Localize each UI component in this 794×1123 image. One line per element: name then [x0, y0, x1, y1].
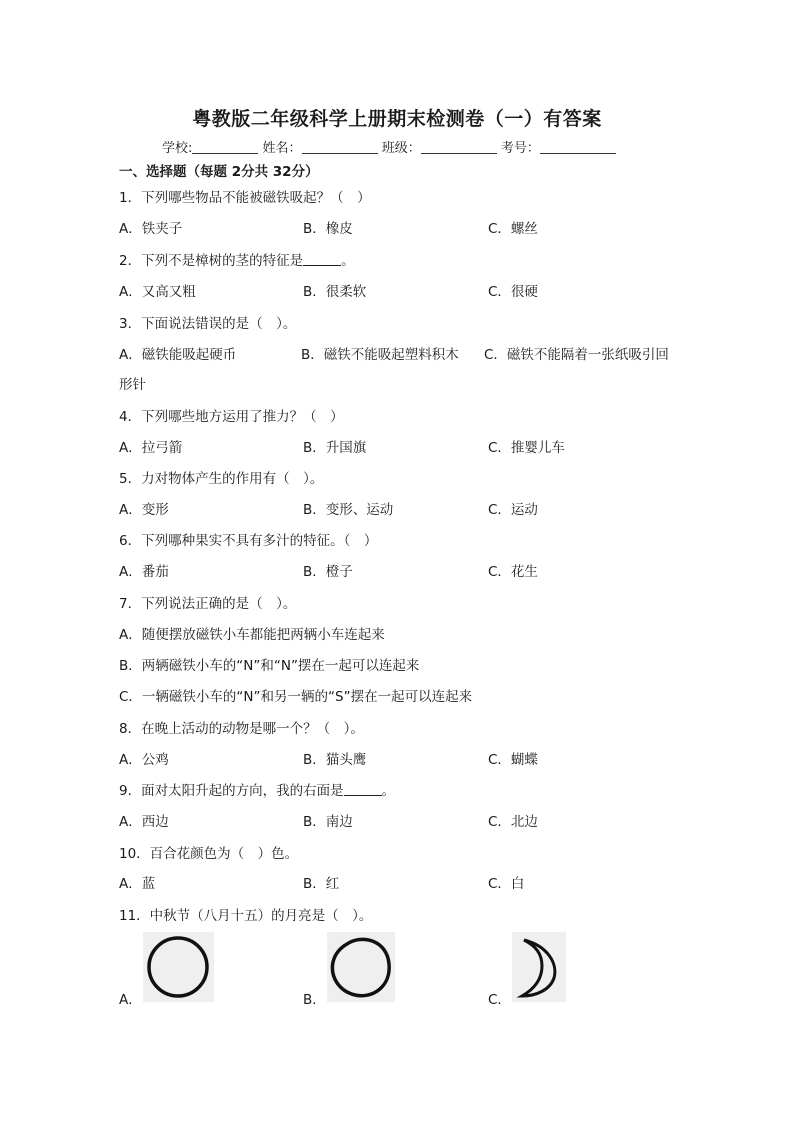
- question-2: [119, 249, 355, 269]
- q1-option-a: A．铁夹子: [119, 221, 183, 237]
- class-label: 班级：: [381, 141, 421, 156]
- q5-option-a: A．变形: [119, 502, 169, 518]
- q5-option-c: C．运动: [488, 502, 538, 518]
- q6-option-a: A．番茄: [119, 564, 169, 580]
- q8-option-b: B．猫头鹰: [303, 752, 367, 768]
- q8-option-c: C．蝴蝶: [488, 752, 538, 768]
- q4-option-c: C．推婴儿车: [488, 440, 565, 456]
- q11-option-a-image: [143, 932, 214, 1002]
- page-title: 粤教版二年级科学上册期末检测卷（一）有答案: [192, 108, 602, 130]
- school-blank[interactable]: [192, 141, 258, 154]
- q4-option-a: A．拉弓箭: [119, 440, 183, 456]
- q1-option-b: B．橡皮: [303, 221, 353, 237]
- crescent-moon-icon: [512, 932, 566, 1002]
- question-8: 8．在晚上活动的动物是哪一个？（ ）。: [119, 721, 364, 737]
- question-2-end: 。: [341, 253, 355, 269]
- q3-option-b: B．磁铁不能吸起塑料积木: [301, 347, 459, 363]
- q3-option-c-continued: 形针: [119, 377, 146, 393]
- q8-option-a: A．公鸡: [119, 752, 169, 768]
- q10-option-a: A．蓝: [119, 876, 156, 892]
- q11-option-a: A．: [119, 992, 142, 1008]
- q9-option-c: C．北边: [488, 814, 538, 830]
- name-label: 姓名：: [262, 141, 302, 156]
- q3-option-c: C．磁铁不能隔着一张纸吸引回: [484, 347, 669, 363]
- school-label: 学校:: [162, 141, 193, 156]
- q1-option-c: C．螺丝: [488, 221, 538, 237]
- irregular-moon-icon: [327, 932, 395, 1002]
- full-moon-icon: [143, 932, 214, 1002]
- q4-option-b: B．升国旗: [303, 440, 367, 456]
- q2-option-c: C．很硬: [488, 284, 538, 300]
- q2-option-b: B．很柔软: [303, 284, 367, 300]
- q11-option-c-image: [512, 932, 566, 1002]
- q3-option-a: A．磁铁能吸起硬币: [119, 347, 237, 363]
- question-6: 6．下列哪种果实不具有多汁的特征。（ ）: [119, 533, 378, 549]
- question-10: 10．百合花颜色为（ ）色。: [119, 846, 299, 862]
- question-9-text: 9．面对太阳升起的方向，我的右面是: [119, 783, 344, 799]
- question-11: 11．中秋节（八月十五）的月亮是（ ）。: [119, 908, 373, 924]
- class-blank[interactable]: [421, 141, 497, 154]
- question-5: 5．力对物体产生的作用有（ ）。: [119, 471, 324, 487]
- q9-option-a: A．西边: [119, 814, 169, 830]
- q7-option-c: C．一辆磁铁小车的“N”和另一辆的“S”摆在一起可以连起来: [119, 689, 473, 705]
- exam-number-label: 考号：: [500, 141, 540, 156]
- q11-option-b-image: [327, 932, 395, 1002]
- question-4: 4．下列哪些地方运用了推力？（ ）: [119, 409, 344, 425]
- section-heading: 一、选择题（每题 2分共 32分）: [119, 164, 319, 180]
- q6-option-b: B．橙子: [303, 564, 353, 580]
- question-7: 7．下列说法正确的是（ ）。: [119, 596, 297, 612]
- q7-option-b: B．两辆磁铁小车的“N”和“N”摆在一起可以连起来: [119, 658, 420, 674]
- q2-option-a: A．又高又粗: [119, 284, 196, 300]
- question-9-end: 。: [381, 783, 396, 799]
- q11-option-b: B．: [303, 992, 326, 1008]
- question-9-blank: [344, 783, 382, 796]
- question-2-text: 2．下列不是樟树的茎的特征是: [119, 253, 304, 269]
- q10-option-b: B．红: [303, 876, 340, 892]
- name-blank[interactable]: [302, 141, 378, 154]
- q10-option-c: C．白: [488, 876, 525, 892]
- question-3: 3．下面说法错误的是（ ）。: [119, 316, 297, 332]
- q5-option-b: B．变形、运动: [303, 502, 394, 518]
- q6-option-c: C．花生: [488, 564, 538, 580]
- question-1: 1．下列哪些物品不能被磁铁吸起？（ ）: [119, 190, 371, 206]
- student-info-line: [162, 137, 616, 156]
- q7-option-a: A．随便摆放磁铁小车都能把两辆小车连起来: [119, 627, 385, 643]
- exam-number-blank[interactable]: [540, 141, 616, 154]
- q9-option-b: B．南边: [303, 814, 353, 830]
- question-9: [119, 779, 395, 799]
- q11-option-c: C．: [488, 992, 511, 1008]
- question-2-blank: [303, 253, 341, 266]
